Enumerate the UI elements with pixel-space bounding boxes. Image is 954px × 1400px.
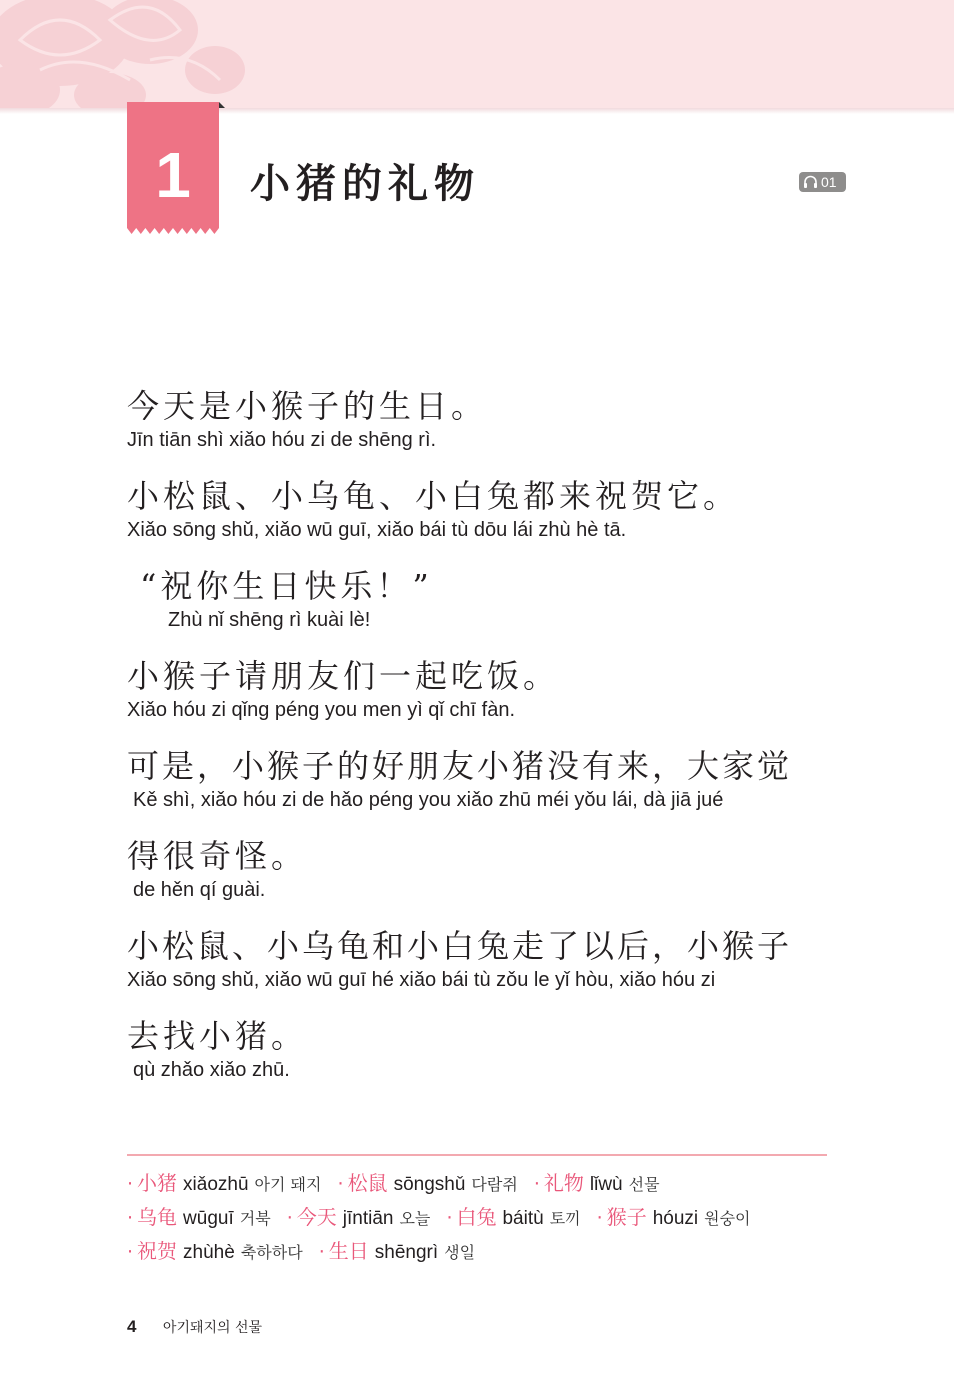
vocabulary-row [127,1204,761,1232]
story-line-pinyin: Jīn tiān shì xiǎo hóu zi de shēng rì. [127,429,437,451]
vocabulary-item: · 乌龟 wūguī 거북 [127,1205,271,1229]
vocab-korean: 거북 [239,1209,271,1228]
story-line-hanzi: 可是，小猴子的好朋友小猪没有来，大家觉 [127,747,793,785]
vocabulary-item: · 松鼠 sōngshǔ 다람쥐 [337,1171,518,1195]
story-line-hanzi: 得很奇怪。 [127,837,308,875]
vocab-hanzi: 白兔 [456,1205,497,1229]
page-footer [127,1316,262,1339]
vocabulary-item: · 今天 jīntiān 오늘 [286,1205,431,1229]
vocab-pinyin: hóuzi [652,1208,699,1229]
story-line-hanzi: 小松鼠、小乌龟和小白兔走了以后，小猴子 [127,927,793,965]
vocabulary-item: · 猴子 hóuzi 원숭이 [596,1205,751,1229]
lesson-number-tab [127,102,219,236]
vocabulary-row [127,1170,670,1198]
story-line-hanzi: 去找小猪。 [127,1017,308,1055]
audio-track-number: 01 [821,174,837,190]
vocabulary-item: · 生日 shēngrì 생일 [318,1239,476,1263]
page-number: 4 [127,1317,137,1336]
vocab-pinyin: wūguī [183,1208,234,1229]
story-line-pinyin: Xiǎo hóu zi qǐng péng you men yì qǐ chī fàn. [127,699,516,721]
vocabulary-item: · 祝贺 zhùhè 축하하다 [127,1239,303,1263]
peony-pattern-icon [0,0,954,108]
story-line-pinyin: Xiǎo sōng shǔ, xiǎo wū guī, xiǎo bái tù dōu lái zhù hè tā. [127,519,627,541]
vocab-pinyin: lǐwù [589,1174,623,1195]
story-line-pinyin: qù zhǎo xiǎo zhū. [133,1059,290,1081]
top-decorative-band [0,0,954,108]
vocab-hanzi: 今天 [296,1205,337,1229]
story-line-pinyin: Xiǎo sōng shǔ, xiǎo wū guī hé xiǎo bái tù zǒu le yǐ hòu, xiǎo hóu zi [127,969,716,991]
vocab-pinyin: xiǎozhū [183,1174,249,1195]
vocab-hanzi: 松鼠 [347,1171,388,1195]
story-line-hanzi: 今天是小猴子的生日。 [127,387,488,425]
vocabulary-row [127,1238,485,1266]
story-line-pinyin: Zhù nǐ shēng rì kuài lè! [168,609,371,631]
vocab-hanzi: 生日 [328,1239,369,1263]
vocab-hanzi: 猴子 [606,1205,647,1229]
lesson-title: 小猪的礼物 [250,161,480,207]
headphones-icon [803,175,818,189]
vocab-korean: 토끼 [549,1209,581,1228]
story-line-hanzi: “祝你生日快乐！” [140,567,433,605]
story-line-pinyin: de hěn qí guài. [133,879,266,901]
vocab-pinyin: jīntiān [342,1208,394,1229]
vocab-korean: 생일 [444,1243,476,1262]
story-line-hanzi: 小猴子请朋友们一起吃饭。 [127,657,560,695]
vocab-korean: 축하하다 [240,1243,303,1262]
vocab-korean: 오늘 [399,1209,431,1228]
vocab-hanzi: 礼物 [543,1171,584,1195]
vocab-pinyin: báitù [502,1208,544,1229]
vocab-hanzi: 小猪 [137,1171,178,1195]
vocab-korean: 선물 [628,1175,660,1194]
vocab-hanzi: 乌龟 [137,1205,178,1229]
lesson-number: 1 [155,139,191,211]
story-line-hanzi: 小松鼠、小乌龟、小白兔都来祝贺它。 [127,477,740,515]
vocabulary-item: · 白兔 báitù 토끼 [446,1205,581,1229]
story-line-pinyin: Kě shì, xiǎo hóu zi de hǎo péng you xiǎo zhū méi yǒu lái, dà jiā jué [133,789,724,811]
vocab-pinyin: zhùhè [183,1242,235,1263]
vocabulary-item: · 小猪 xiǎozhū 아기 돼지 [127,1171,322,1195]
vocab-pinyin: sōngshǔ [393,1174,466,1195]
vocab-hanzi: 祝贺 [137,1239,178,1263]
book-title: 아기돼지의 선물 [162,1320,263,1336]
audio-track-badge[interactable] [799,172,846,192]
vocab-korean: 원숭이 [704,1209,751,1228]
vocabulary-divider [127,1154,827,1156]
vocab-korean: 아기 돼지 [254,1175,322,1194]
vocabulary-item: · 礼物 lǐwù 선물 [533,1171,660,1195]
vocab-korean: 다람쥐 [471,1175,518,1194]
vocab-pinyin: shēngrì [374,1242,439,1263]
